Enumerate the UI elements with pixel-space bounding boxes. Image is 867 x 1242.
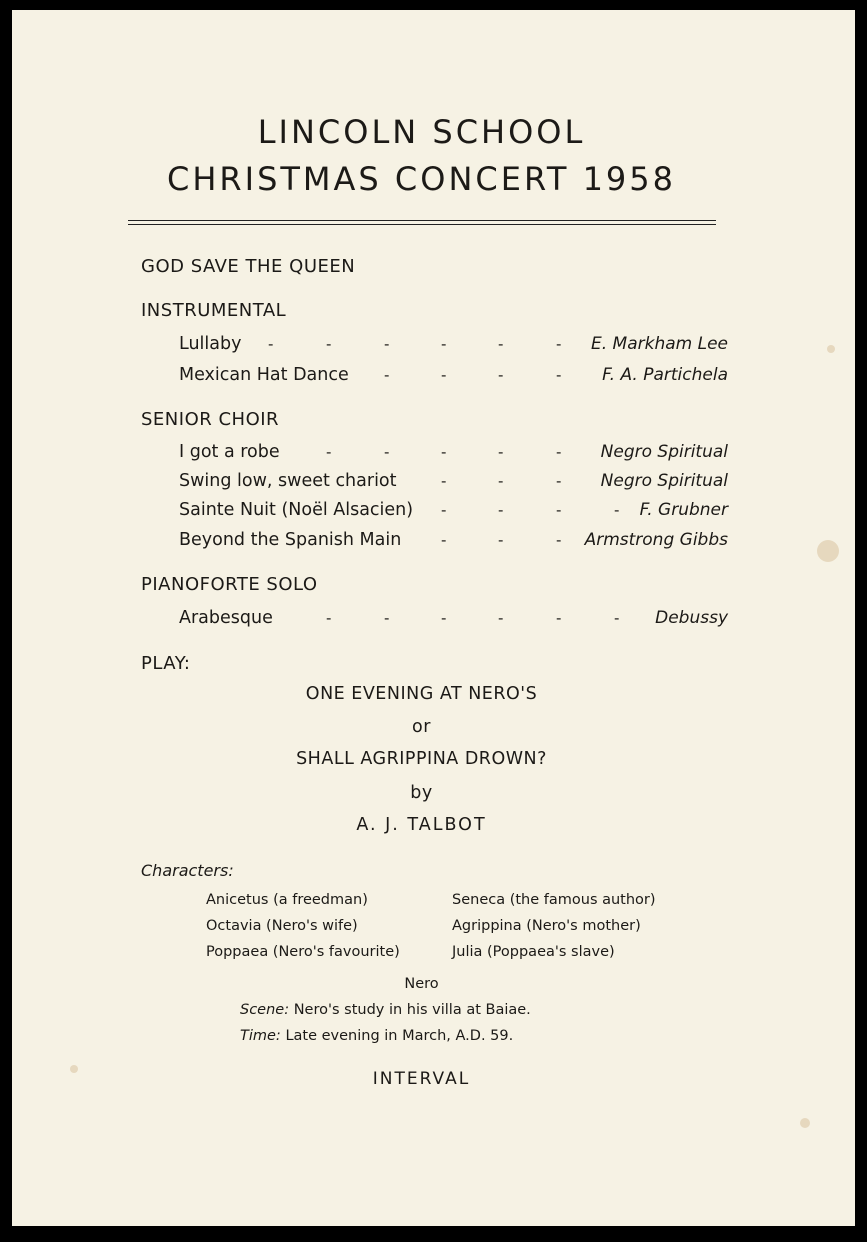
character-name: Anicetus (a freedman) [206,892,368,908]
title-line-1: LINCOLN SCHOOL [257,113,586,151]
programme-item-title: Beyond the Spanish Main [179,530,402,550]
scene-text: Nero's study in his villa at Baiae. [293,1002,531,1018]
programme-item-composer: E. Markham Lee [590,334,728,354]
scene-label: Scene: [240,1002,290,1018]
interval-heading: INTERVAL [372,1069,471,1089]
leader-dashes: - - - - - - [268,335,562,353]
programme-item-title: Mexican Hat Dance [179,365,349,385]
character-name-center: Nero [404,976,439,992]
time-label: Time: [240,1028,281,1044]
programme-item-title: Arabesque [179,608,273,628]
title-rule-bottom [128,224,716,225]
title-line-2: CHRISTMAS CONCERT 1958 [166,160,676,198]
leader-dashes: - - - - - - [326,609,620,627]
stain-mark [800,1118,810,1128]
section-heading-instrumental: INSTRUMENTAL [141,300,287,321]
section-heading-pianoforte: PIANOFORTE SOLO [141,574,318,595]
anthem: GOD SAVE THE QUEEN [141,256,356,277]
character-name: Julia (Poppaea's slave) [452,944,615,960]
section-heading-play: PLAY: [141,653,191,674]
leader-dashes: - - - - [441,501,620,519]
leader-dashes: - - - [441,531,562,549]
leader-dashes: - - - [441,472,562,490]
programme-item-title: I got a robe [179,442,280,462]
leader-dashes: - - - - - [326,443,562,461]
character-name: Agrippina (Nero's mother) [452,918,641,934]
time-line [240,1028,513,1044]
character-name: Octavia (Nero's wife) [206,918,358,934]
play-or: or [412,717,431,737]
time-text: Late evening in March, A.D. 59. [285,1028,514,1044]
programme-item-title: Lullaby [179,334,242,354]
programme-item-composer: Negro Spiritual [600,471,728,491]
character-name: Seneca (the famous author) [452,892,656,908]
title-rule-top [128,220,716,221]
programme-item-composer: Debussy [655,608,728,628]
leader-dashes: - - - - [384,366,562,384]
programme-item-composer: Armstrong Gibbs [584,530,728,550]
section-heading-senior-choir: SENIOR CHOIR [141,409,280,430]
characters-label: Characters: [141,861,234,880]
programme-item-title: Sainte Nuit (Noël Alsacien) [179,500,414,520]
scene-line [240,1002,531,1018]
programme-item-composer: Negro Spiritual [600,442,728,462]
play-by: by [410,783,433,803]
play-author: A. J. TALBOT [356,815,487,835]
play-alt-title: SHALL AGRIPPINA DROWN? [296,749,547,769]
play-title: ONE EVENING AT NERO'S [305,684,538,704]
programme-item-composer: F. Grubner [639,500,728,520]
programme-item-composer: F. A. Partichela [602,365,728,385]
character-name: Poppaea (Nero's favourite) [206,944,400,960]
programme-item-title: Swing low, sweet chariot [179,471,397,491]
